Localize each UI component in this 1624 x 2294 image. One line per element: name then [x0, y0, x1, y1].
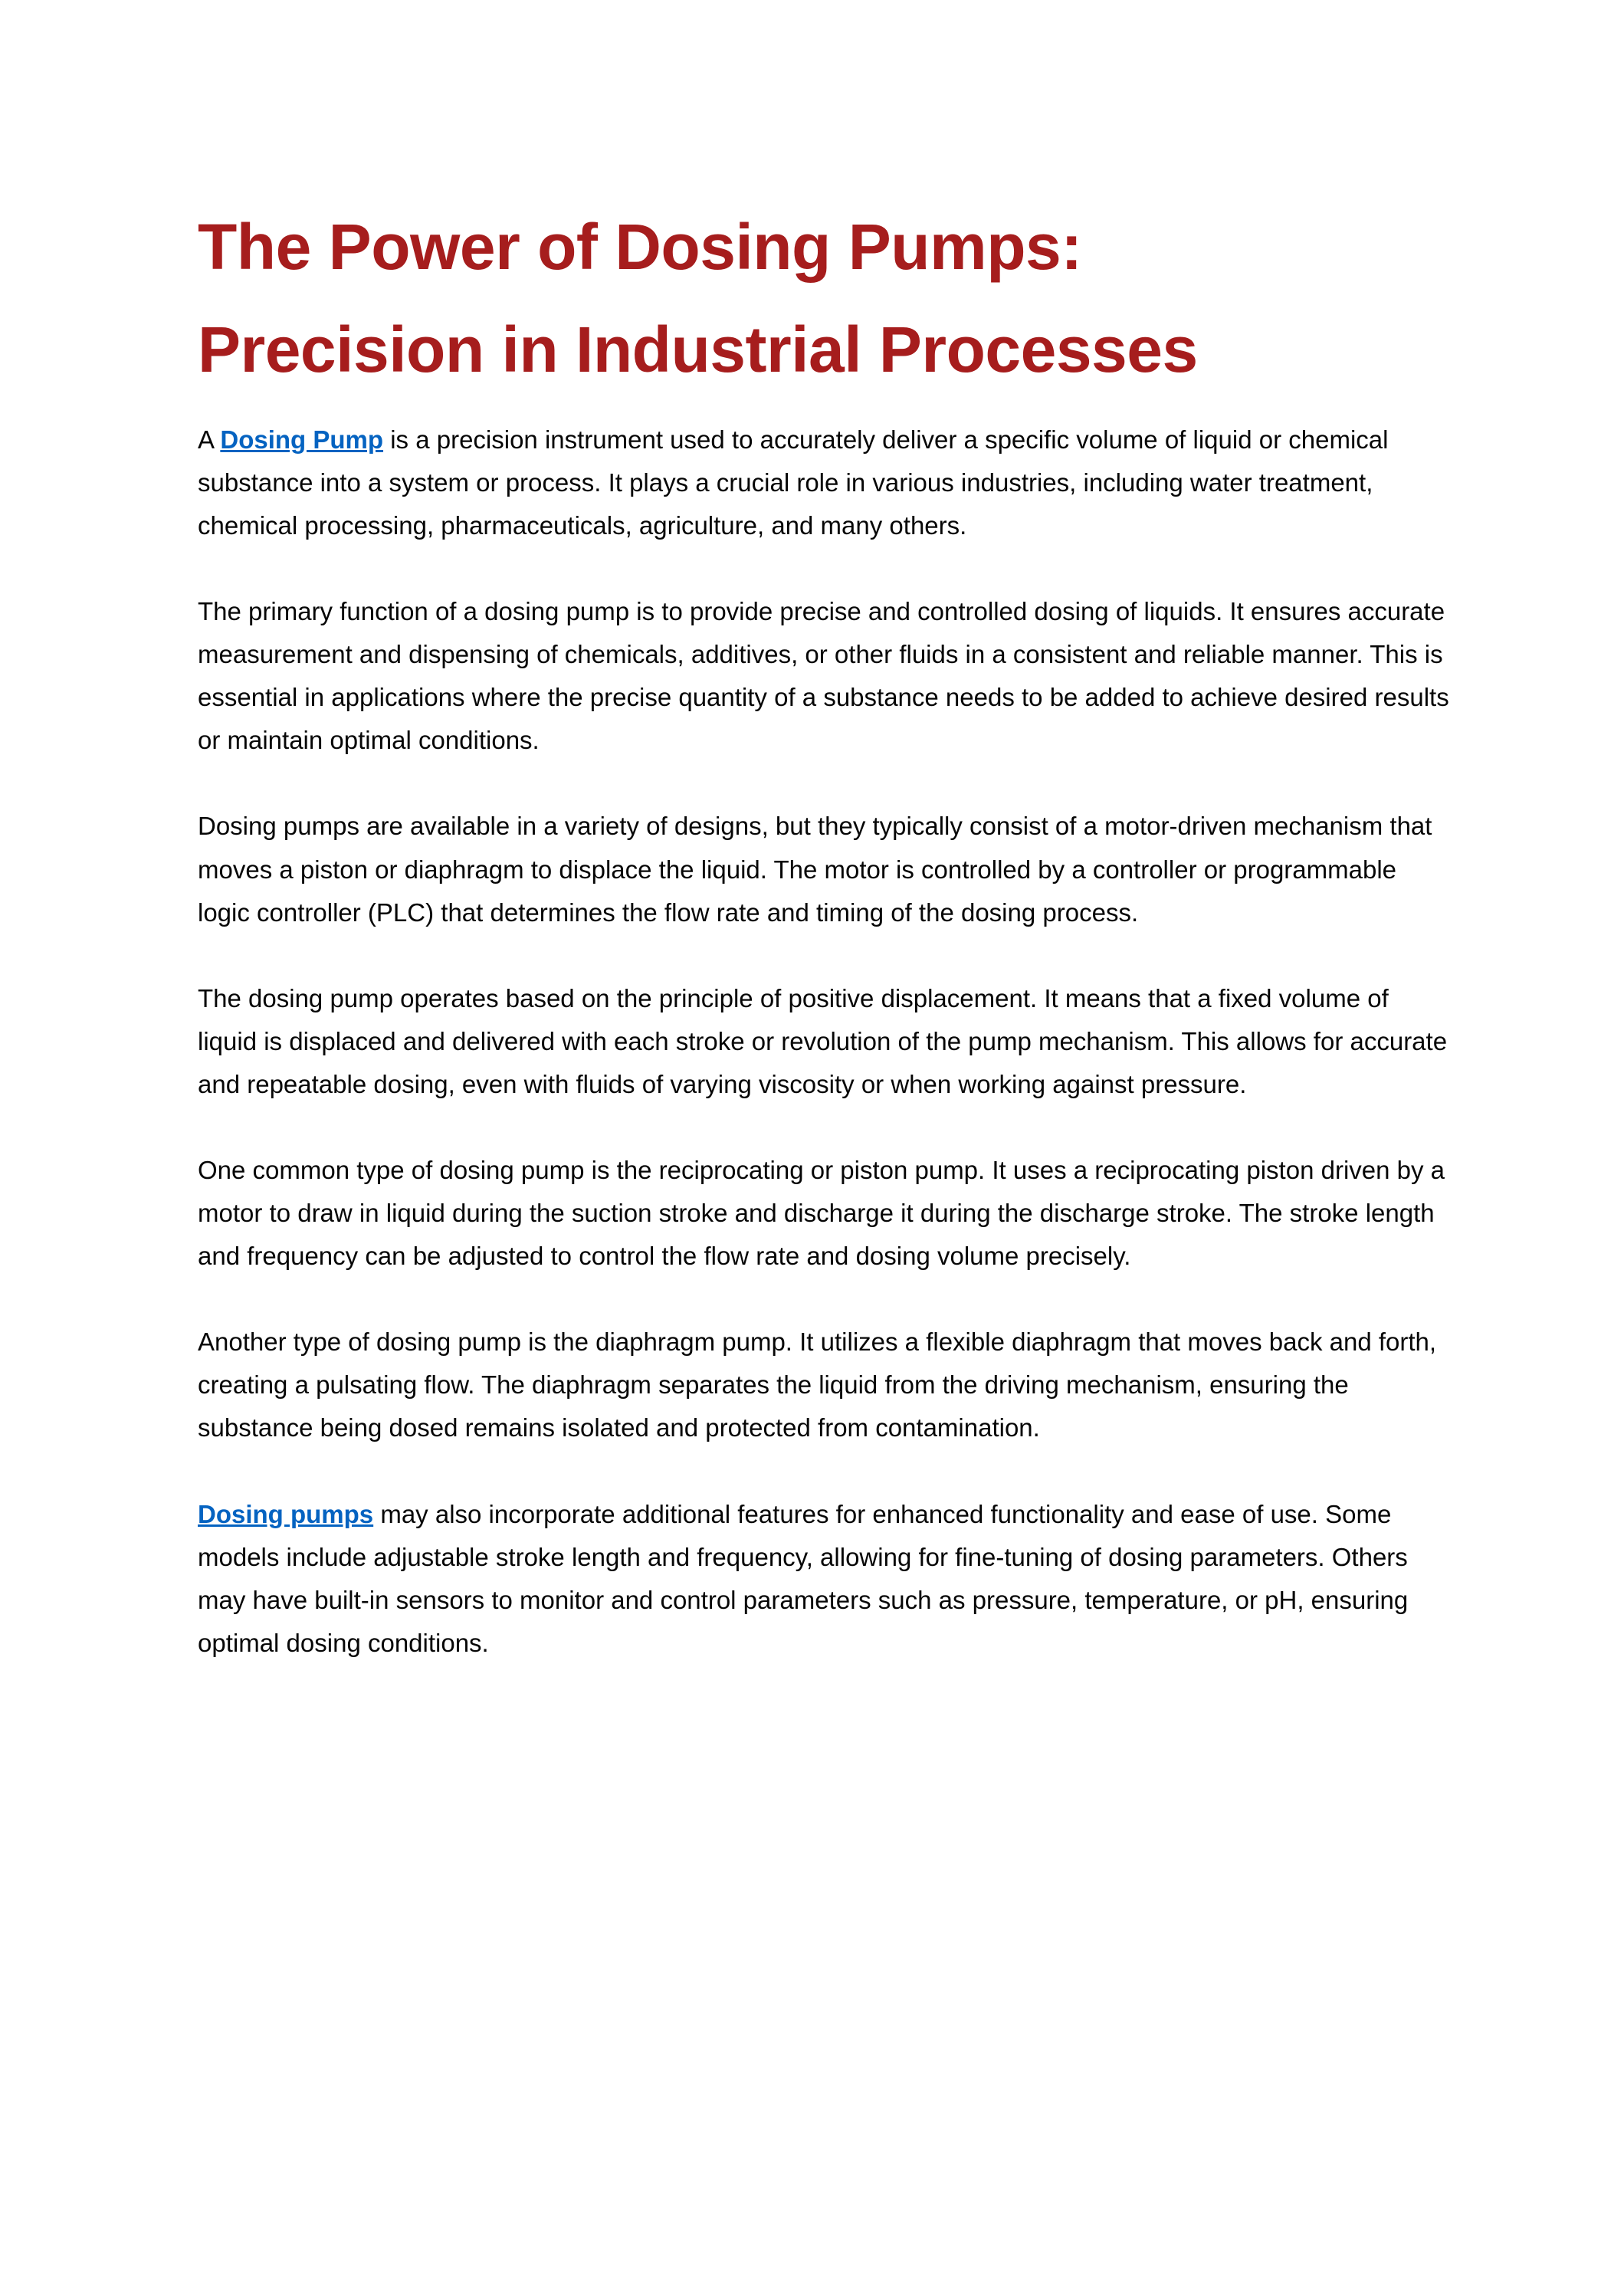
paragraph-piston-pump: One common type of dosing pump is the reciprocating or piston pump. It uses a reciprocating piston driven by a motor to draw in liquid during the suction stroke and discharge it during the discharge stroke. The stroke length and frequency can be adjusted to control the flow rate and dosing volume precisely.	[198, 1156, 1445, 1271]
document-title-line-2: Precision in Industrial Processes	[198, 313, 1198, 386]
paragraph-primary-function: The primary function of a dosing pump is to provide precise and controlled dosing of liquids. It ensures accurate measurement and dispensing of chemicals, additives, or other fluids in a consistent and reliable manner. This is essential in applications where the precise quantity of a substance needs to be added to achieve desired results or maintain optimal conditions.	[198, 597, 1449, 755]
dosing-pumps-link[interactable]: Dosing pumps	[198, 1499, 374, 1528]
paragraph-features-suffix: may also incorporate additional features for enhanced functionality and ease of use. Some models include adjustable stroke length and frequency, allowing for fine-tuning of dosing parameters. Others may have built-in sensors to monitor and control parameters such as pressure, temperature, or pH, ensuring optimal dosing conditions.	[198, 1499, 1409, 1657]
dosing-pump-link[interactable]: Dosing Pump	[220, 425, 384, 454]
document-title-line-1: The Power of Dosing Pumps:	[198, 211, 1082, 283]
paragraph-intro-suffix: is a precision instrument used to accurately deliver a specific volume of liquid or chemical substance into a system or process. It plays a crucial role in various industries, including water treatment, chemical processing, pharmaceuticals, agriculture, and many others.	[198, 425, 1389, 540]
document-title	[198, 195, 1452, 402]
paragraph-features	[198, 1493, 1452, 1665]
paragraph-positive-displacement: The dosing pump operates based on the principle of positive displacement. It means that a fixed volume of liquid is displaced and delivered with each stroke or revolution of the pump mechanism. This allows for accurate and repeatable dosing, even with fluids of varying viscosity or when working against pressure.	[198, 983, 1448, 1098]
document-body	[198, 418, 1452, 1665]
paragraph-designs: Dosing pumps are available in a variety of designs, but they typically consist of a motor-driven mechanism that moves a piston or diaphragm to displace the liquid. The motor is controlled by a controller or programmable logic controller (PLC) that determines the flow rate and timing of the dosing process.	[198, 812, 1432, 927]
paragraph-intro	[198, 418, 1452, 547]
paragraph-diaphragm-pump: Another type of dosing pump is the diaphragm pump. It utilizes a flexible diaphragm that moves back and forth, creating a pulsating flow. The diaphragm separates the liquid from the driving mechanism, ensuring the substance being dosed remains isolated and protected from contamination.	[198, 1328, 1437, 1442]
paragraph-intro-prefix: A	[198, 425, 221, 454]
